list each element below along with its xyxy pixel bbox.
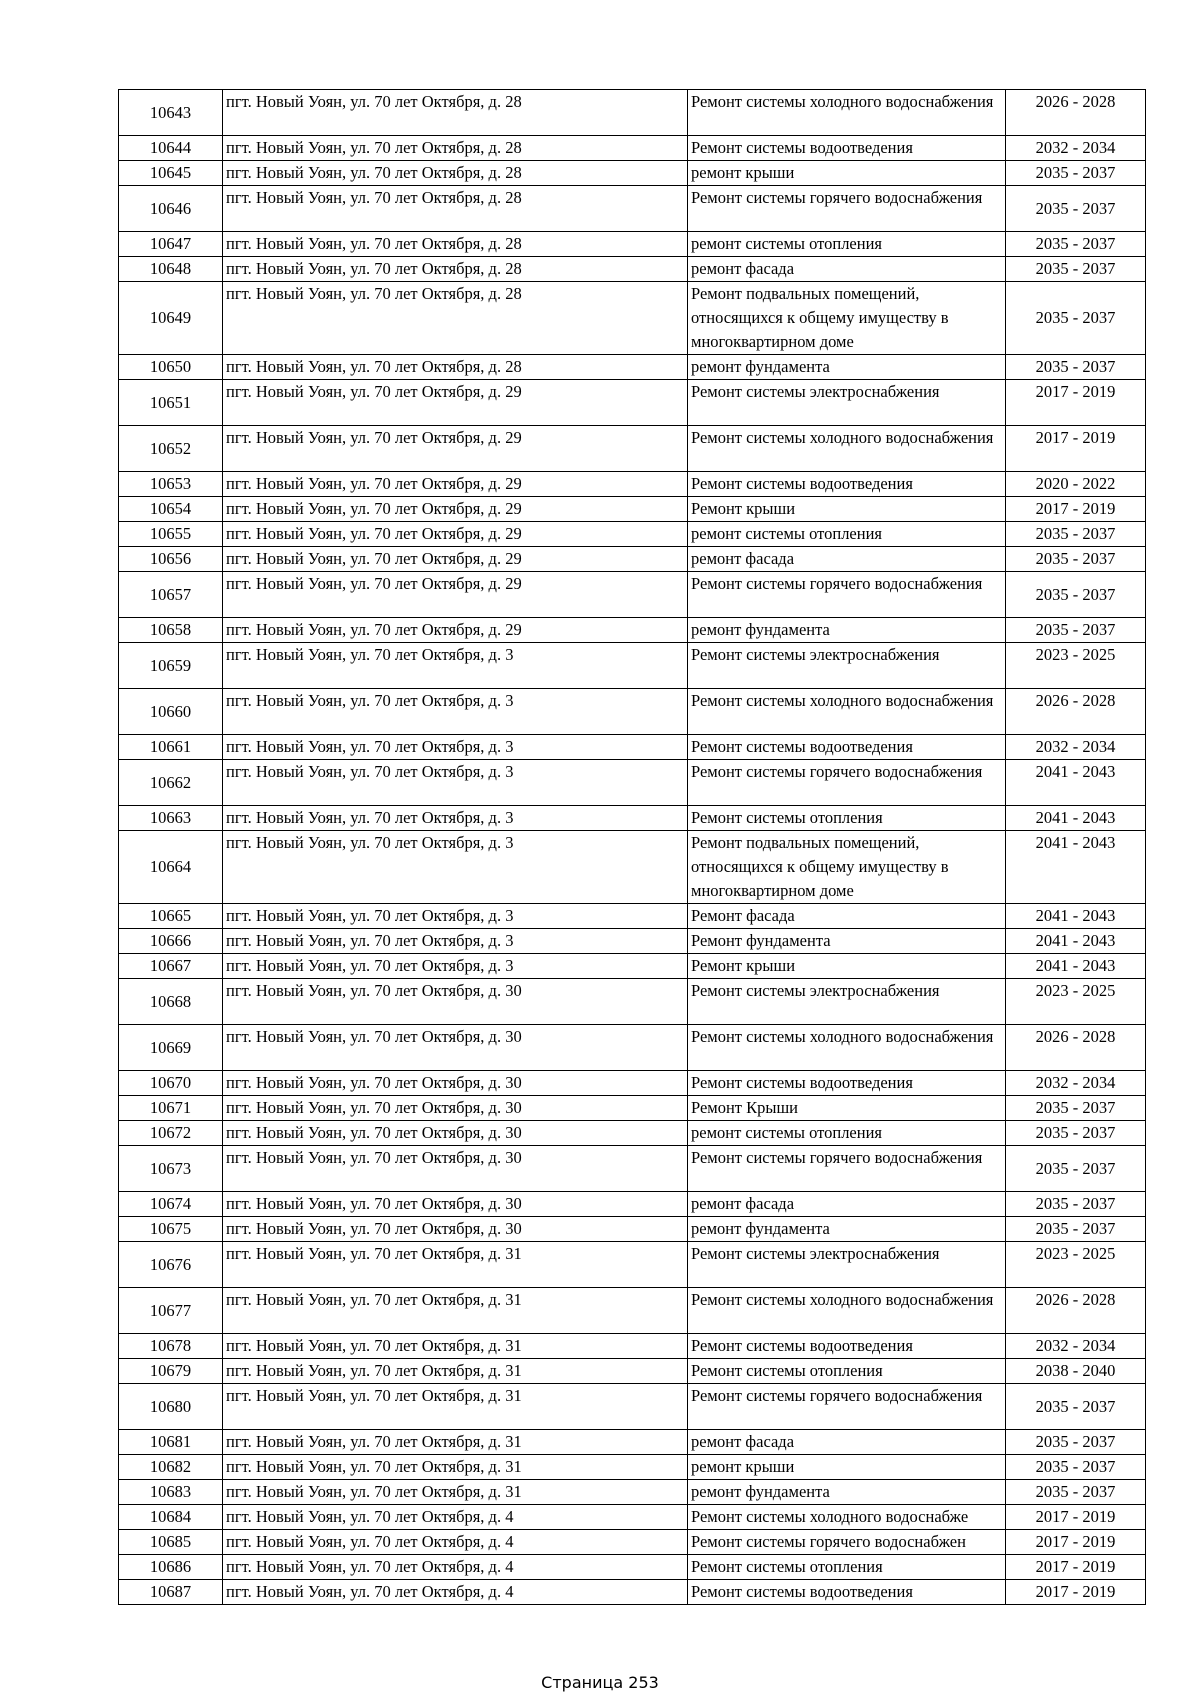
table-row (119, 1555, 1146, 1580)
row-id-cell: 10667 (119, 954, 223, 979)
row-id-cell: 10646 (119, 186, 223, 232)
row-id-cell: 10645 (119, 161, 223, 186)
work-type-cell: Ремонт системы электроснабжения (688, 979, 1006, 1025)
work-type-cell: ремонт крыши (688, 1455, 1006, 1480)
repair-schedule-table (118, 89, 1146, 1605)
work-type-cell: Ремонт системы электроснабжения (688, 643, 1006, 689)
period-cell: 2032 - 2034 (1006, 735, 1146, 760)
work-type-cell: Ремонт системы холодного водоснабже (688, 1505, 1006, 1530)
period-cell: 2041 - 2043 (1006, 806, 1146, 831)
table-row (119, 1384, 1146, 1430)
work-type-cell: ремонт фасада (688, 547, 1006, 572)
table-row (119, 355, 1146, 380)
work-type-cell: ремонт крыши (688, 161, 1006, 186)
table-row (119, 1025, 1146, 1071)
period-cell: 2035 - 2037 (1006, 522, 1146, 547)
period-cell: 2035 - 2037 (1006, 547, 1146, 572)
table-row (119, 643, 1146, 689)
row-id-cell: 10647 (119, 232, 223, 257)
address-cell: пгт. Новый Уоян, ул. 70 лет Октября, д. 30 (223, 1146, 688, 1192)
work-type-cell: Ремонт системы холодного водоснабжения (688, 1025, 1006, 1071)
table-row (119, 90, 1146, 136)
row-id-cell: 10672 (119, 1121, 223, 1146)
table-row (119, 1146, 1146, 1192)
table-row (119, 497, 1146, 522)
address-cell: пгт. Новый Уоян, ул. 70 лет Октября, д. 4 (223, 1555, 688, 1580)
address-cell: пгт. Новый Уоян, ул. 70 лет Октября, д. 30 (223, 1096, 688, 1121)
row-id-cell: 10662 (119, 760, 223, 806)
table-row (119, 1359, 1146, 1384)
address-cell: пгт. Новый Уоян, ул. 70 лет Октября, д. 29 (223, 572, 688, 618)
period-cell: 2032 - 2034 (1006, 1071, 1146, 1096)
table-row (119, 522, 1146, 547)
table-row (119, 472, 1146, 497)
period-cell: 2017 - 2019 (1006, 426, 1146, 472)
table-row (119, 186, 1146, 232)
table-body (119, 90, 1146, 1605)
address-cell: пгт. Новый Уоян, ул. 70 лет Октября, д. 31 (223, 1334, 688, 1359)
table-row (119, 1455, 1146, 1480)
work-type-cell: ремонт фасада (688, 257, 1006, 282)
work-type-cell: ремонт системы отопления (688, 1121, 1006, 1146)
table-row (119, 1121, 1146, 1146)
row-id-cell: 10669 (119, 1025, 223, 1071)
period-cell: 2035 - 2037 (1006, 572, 1146, 618)
work-type-cell: Ремонт Крыши (688, 1096, 1006, 1121)
row-id-cell: 10661 (119, 735, 223, 760)
row-id-cell: 10649 (119, 282, 223, 355)
table-row (119, 904, 1146, 929)
row-id-cell: 10670 (119, 1071, 223, 1096)
address-cell: пгт. Новый Уоян, ул. 70 лет Октября, д. 29 (223, 380, 688, 426)
period-cell: 2041 - 2043 (1006, 831, 1146, 904)
period-cell: 2017 - 2019 (1006, 380, 1146, 426)
period-cell: 2035 - 2037 (1006, 161, 1146, 186)
row-id-cell: 10663 (119, 806, 223, 831)
address-cell: пгт. Новый Уоян, ул. 70 лет Октября, д. 28 (223, 136, 688, 161)
period-cell: 2035 - 2037 (1006, 1480, 1146, 1505)
address-cell: пгт. Новый Уоян, ул. 70 лет Октября, д. 31 (223, 1288, 688, 1334)
period-cell: 2032 - 2034 (1006, 136, 1146, 161)
table-row (119, 547, 1146, 572)
work-type-cell: Ремонт системы водоотведения (688, 1580, 1006, 1605)
period-cell: 2023 - 2025 (1006, 1242, 1146, 1288)
work-type-cell: ремонт фундамента (688, 1480, 1006, 1505)
address-cell: пгт. Новый Уоян, ул. 70 лет Октября, д. 29 (223, 547, 688, 572)
address-cell: пгт. Новый Уоян, ул. 70 лет Октября, д. 31 (223, 1242, 688, 1288)
work-type-cell: Ремонт системы холодного водоснабжения (688, 1288, 1006, 1334)
table-row (119, 831, 1146, 904)
address-cell: пгт. Новый Уоян, ул. 70 лет Октября, д. 4 (223, 1505, 688, 1530)
table-row (119, 257, 1146, 282)
period-cell: 2035 - 2037 (1006, 1455, 1146, 1480)
address-cell: пгт. Новый Уоян, ул. 70 лет Октября, д. 28 (223, 257, 688, 282)
address-cell: пгт. Новый Уоян, ул. 70 лет Октября, д. 31 (223, 1455, 688, 1480)
address-cell: пгт. Новый Уоян, ул. 70 лет Октября, д. 30 (223, 979, 688, 1025)
row-id-cell: 10668 (119, 979, 223, 1025)
address-cell: пгт. Новый Уоян, ул. 70 лет Октября, д. 30 (223, 1217, 688, 1242)
row-id-cell: 10659 (119, 643, 223, 689)
table-row (119, 136, 1146, 161)
table-row (119, 1480, 1146, 1505)
table-row (119, 1288, 1146, 1334)
work-type-cell: Ремонт подвальных помещений, относящихся к общему имуществу в многоквартирном доме (688, 831, 1006, 904)
address-cell: пгт. Новый Уоян, ул. 70 лет Октября, д. 31 (223, 1430, 688, 1455)
period-cell: 2017 - 2019 (1006, 1555, 1146, 1580)
address-cell: пгт. Новый Уоян, ул. 70 лет Октября, д. 28 (223, 232, 688, 257)
table-row (119, 806, 1146, 831)
work-type-cell: Ремонт системы отопления (688, 1359, 1006, 1384)
work-type-cell: Ремонт системы отопления (688, 1555, 1006, 1580)
work-type-cell: ремонт системы отопления (688, 522, 1006, 547)
work-type-cell: Ремонт системы водоотведения (688, 472, 1006, 497)
work-type-cell: Ремонт системы горячего водоснабжения (688, 572, 1006, 618)
row-id-cell: 10651 (119, 380, 223, 426)
period-cell: 2035 - 2037 (1006, 618, 1146, 643)
row-id-cell: 10648 (119, 257, 223, 282)
address-cell: пгт. Новый Уоян, ул. 70 лет Октября, д. 3 (223, 954, 688, 979)
work-type-cell: Ремонт системы горячего водоснабжен (688, 1530, 1006, 1555)
row-id-cell: 10678 (119, 1334, 223, 1359)
address-cell: пгт. Новый Уоян, ул. 70 лет Октября, д. 31 (223, 1384, 688, 1430)
table-row (119, 954, 1146, 979)
table-row (119, 1217, 1146, 1242)
period-cell: 2026 - 2028 (1006, 1025, 1146, 1071)
table-row (119, 1242, 1146, 1288)
row-id-cell: 10680 (119, 1384, 223, 1430)
period-cell: 2041 - 2043 (1006, 954, 1146, 979)
table-row (119, 1096, 1146, 1121)
row-id-cell: 10658 (119, 618, 223, 643)
period-cell: 2035 - 2037 (1006, 282, 1146, 355)
period-cell: 2035 - 2037 (1006, 257, 1146, 282)
work-type-cell: ремонт фундамента (688, 1217, 1006, 1242)
address-cell: пгт. Новый Уоян, ул. 70 лет Октября, д. 3 (223, 831, 688, 904)
row-id-cell: 10684 (119, 1505, 223, 1530)
row-id-cell: 10643 (119, 90, 223, 136)
row-id-cell: 10683 (119, 1480, 223, 1505)
address-cell: пгт. Новый Уоян, ул. 70 лет Октября, д. 4 (223, 1580, 688, 1605)
table-row (119, 426, 1146, 472)
table-row (119, 618, 1146, 643)
row-id-cell: 10653 (119, 472, 223, 497)
address-cell: пгт. Новый Уоян, ул. 70 лет Октября, д. 29 (223, 426, 688, 472)
row-id-cell: 10666 (119, 929, 223, 954)
row-id-cell: 10675 (119, 1217, 223, 1242)
period-cell: 2023 - 2025 (1006, 643, 1146, 689)
address-cell: пгт. Новый Уоян, ул. 70 лет Октября, д. 28 (223, 90, 688, 136)
address-cell: пгт. Новый Уоян, ул. 70 лет Октября, д. 3 (223, 806, 688, 831)
row-id-cell: 10685 (119, 1530, 223, 1555)
table-row (119, 380, 1146, 426)
period-cell: 2017 - 2019 (1006, 1505, 1146, 1530)
table-row (119, 1580, 1146, 1605)
table-row (119, 929, 1146, 954)
row-id-cell: 10679 (119, 1359, 223, 1384)
work-type-cell: Ремонт системы горячего водоснабжения (688, 1384, 1006, 1430)
address-cell: пгт. Новый Уоян, ул. 70 лет Октября, д. 30 (223, 1025, 688, 1071)
address-cell: пгт. Новый Уоян, ул. 70 лет Октября, д. 3 (223, 929, 688, 954)
address-cell: пгт. Новый Уоян, ул. 70 лет Октября, д. 30 (223, 1121, 688, 1146)
table-row (119, 1530, 1146, 1555)
address-cell: пгт. Новый Уоян, ул. 70 лет Октября, д. 3 (223, 760, 688, 806)
address-cell: пгт. Новый Уоян, ул. 70 лет Октября, д. 28 (223, 161, 688, 186)
address-cell: пгт. Новый Уоян, ул. 70 лет Октября, д. 29 (223, 472, 688, 497)
address-cell: пгт. Новый Уоян, ул. 70 лет Октября, д. 28 (223, 355, 688, 380)
work-type-cell: ремонт фасада (688, 1192, 1006, 1217)
period-cell: 2035 - 2037 (1006, 1121, 1146, 1146)
address-cell: пгт. Новый Уоян, ул. 70 лет Октября, д. 3 (223, 643, 688, 689)
period-cell: 2017 - 2019 (1006, 497, 1146, 522)
work-type-cell: Ремонт системы электроснабжения (688, 380, 1006, 426)
address-cell: пгт. Новый Уоян, ул. 70 лет Октября, д. 28 (223, 186, 688, 232)
period-cell: 2035 - 2037 (1006, 1217, 1146, 1242)
table-row (119, 232, 1146, 257)
work-type-cell: ремонт системы отопления (688, 232, 1006, 257)
table-row (119, 572, 1146, 618)
row-id-cell: 10687 (119, 1580, 223, 1605)
period-cell: 2026 - 2028 (1006, 689, 1146, 735)
period-cell: 2041 - 2043 (1006, 929, 1146, 954)
address-cell: пгт. Новый Уоян, ул. 70 лет Октября, д. 3 (223, 735, 688, 760)
address-cell: пгт. Новый Уоян, ул. 70 лет Октября, д. 3 (223, 904, 688, 929)
row-id-cell: 10664 (119, 831, 223, 904)
work-type-cell: ремонт фундамента (688, 618, 1006, 643)
address-cell: пгт. Новый Уоян, ул. 70 лет Октября, д. 29 (223, 618, 688, 643)
period-cell: 2023 - 2025 (1006, 979, 1146, 1025)
row-id-cell: 10682 (119, 1455, 223, 1480)
work-type-cell: Ремонт фасада (688, 904, 1006, 929)
period-cell: 2038 - 2040 (1006, 1359, 1146, 1384)
address-cell: пгт. Новый Уоян, ул. 70 лет Октября, д. 30 (223, 1071, 688, 1096)
work-type-cell: Ремонт системы горячего водоснабжения (688, 1146, 1006, 1192)
table-row (119, 1192, 1146, 1217)
table-row (119, 282, 1146, 355)
row-id-cell: 10677 (119, 1288, 223, 1334)
period-cell: 2035 - 2037 (1006, 1146, 1146, 1192)
work-type-cell: Ремонт системы водоотведения (688, 1334, 1006, 1359)
work-type-cell: Ремонт крыши (688, 497, 1006, 522)
row-id-cell: 10660 (119, 689, 223, 735)
period-cell: 2017 - 2019 (1006, 1530, 1146, 1555)
row-id-cell: 10665 (119, 904, 223, 929)
work-type-cell: Ремонт фундамента (688, 929, 1006, 954)
row-id-cell: 10673 (119, 1146, 223, 1192)
address-cell: пгт. Новый Уоян, ул. 70 лет Октября, д. 29 (223, 522, 688, 547)
work-type-cell: ремонт фундамента (688, 355, 1006, 380)
work-type-cell: Ремонт системы холодного водоснабжения (688, 426, 1006, 472)
period-cell: 2041 - 2043 (1006, 904, 1146, 929)
table-row (119, 689, 1146, 735)
period-cell: 2035 - 2037 (1006, 232, 1146, 257)
work-type-cell: Ремонт подвальных помещений, относящихся к общему имуществу в многоквартирном доме (688, 282, 1006, 355)
period-cell: 2035 - 2037 (1006, 1192, 1146, 1217)
address-cell: пгт. Новый Уоян, ул. 70 лет Октября, д. 31 (223, 1359, 688, 1384)
address-cell: пгт. Новый Уоян, ул. 70 лет Октября, д. 29 (223, 497, 688, 522)
row-id-cell: 10644 (119, 136, 223, 161)
work-type-cell: ремонт фасада (688, 1430, 1006, 1455)
address-cell: пгт. Новый Уоян, ул. 70 лет Октября, д. 30 (223, 1192, 688, 1217)
period-cell: 2035 - 2037 (1006, 355, 1146, 380)
row-id-cell: 10656 (119, 547, 223, 572)
period-cell: 2035 - 2037 (1006, 1430, 1146, 1455)
period-cell: 2035 - 2037 (1006, 186, 1146, 232)
work-type-cell: Ремонт системы электроснабжения (688, 1242, 1006, 1288)
row-id-cell: 10655 (119, 522, 223, 547)
row-id-cell: 10676 (119, 1242, 223, 1288)
row-id-cell: 10674 (119, 1192, 223, 1217)
table-row (119, 1430, 1146, 1455)
row-id-cell: 10650 (119, 355, 223, 380)
period-cell: 2020 - 2022 (1006, 472, 1146, 497)
work-type-cell: Ремонт системы холодного водоснабжения (688, 90, 1006, 136)
period-cell: 2017 - 2019 (1006, 1580, 1146, 1605)
row-id-cell: 10686 (119, 1555, 223, 1580)
work-type-cell: Ремонт системы водоотведения (688, 1071, 1006, 1096)
table-row (119, 1505, 1146, 1530)
row-id-cell: 10681 (119, 1430, 223, 1455)
address-cell: пгт. Новый Уоян, ул. 70 лет Октября, д. 4 (223, 1530, 688, 1555)
work-type-cell: Ремонт системы водоотведения (688, 735, 1006, 760)
address-cell: пгт. Новый Уоян, ул. 70 лет Октября, д. 31 (223, 1480, 688, 1505)
row-id-cell: 10671 (119, 1096, 223, 1121)
period-cell: 2041 - 2043 (1006, 760, 1146, 806)
table-row (119, 979, 1146, 1025)
address-cell: пгт. Новый Уоян, ул. 70 лет Октября, д. 3 (223, 689, 688, 735)
row-id-cell: 10654 (119, 497, 223, 522)
row-id-cell: 10652 (119, 426, 223, 472)
row-id-cell: 10657 (119, 572, 223, 618)
period-cell: 2032 - 2034 (1006, 1334, 1146, 1359)
period-cell: 2035 - 2037 (1006, 1096, 1146, 1121)
page-number: Страница 253 (541, 1673, 659, 1692)
period-cell: 2026 - 2028 (1006, 1288, 1146, 1334)
table-row (119, 161, 1146, 186)
work-type-cell: Ремонт системы отопления (688, 806, 1006, 831)
table-row (119, 760, 1146, 806)
work-type-cell: Ремонт системы горячего водоснабжения (688, 186, 1006, 232)
table-row (119, 735, 1146, 760)
period-cell: 2035 - 2037 (1006, 1384, 1146, 1430)
period-cell: 2026 - 2028 (1006, 90, 1146, 136)
work-type-cell: Ремонт системы холодного водоснабжения (688, 689, 1006, 735)
address-cell: пгт. Новый Уоян, ул. 70 лет Октября, д. 28 (223, 282, 688, 355)
table-row (119, 1334, 1146, 1359)
work-type-cell: Ремонт системы горячего водоснабжения (688, 760, 1006, 806)
work-type-cell: Ремонт системы водоотведения (688, 136, 1006, 161)
table-row (119, 1071, 1146, 1096)
work-type-cell: Ремонт крыши (688, 954, 1006, 979)
